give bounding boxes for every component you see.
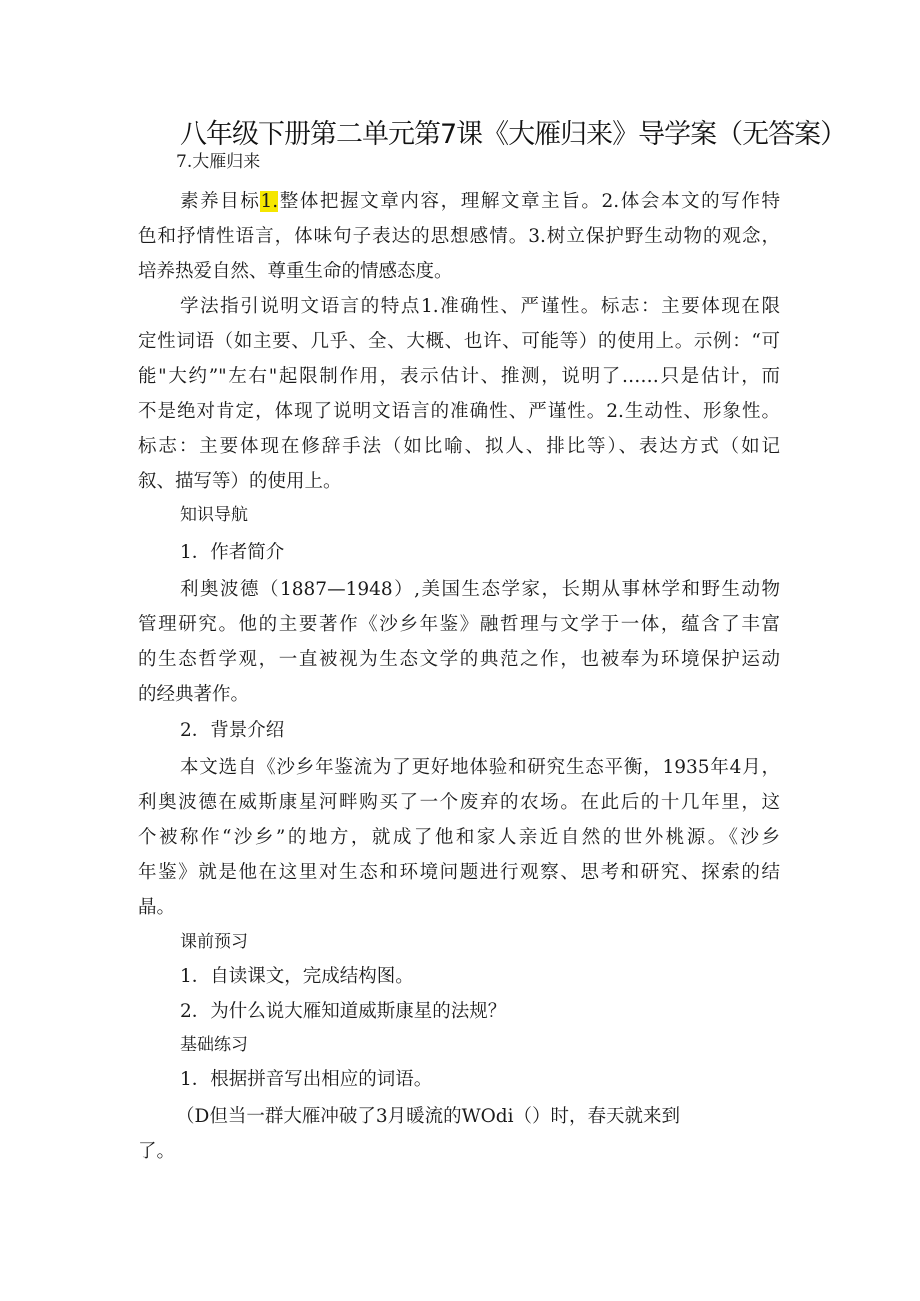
preview-question-2: 2．为什么说大雁知道威斯康星的法规？ (180, 1001, 507, 1022)
goals-line-2: 色和抒情性语言，体味句子表达的思想感情。3.树立保护野生动物的观念， (138, 226, 780, 247)
author-line-3: 的生态哲学观，一直被视为生态文学的典范之作，也被奉为环境保护运动 (138, 649, 780, 670)
background-line-5: 晶。 (138, 897, 176, 918)
practice-heading: 基础练习 (180, 1035, 248, 1055)
preview-question-1: 1．自读课文，完成结构图。 (180, 966, 414, 987)
method-line-5: 标志：主要体现在修辞手法（如比喻、拟人、排比等）、表达方式（如记 (138, 436, 780, 457)
method-line-4: 不是绝对肯定，体现了说明文语言的准确性、严谨性。2.生动性、形象性。 (138, 401, 780, 422)
background-line-1: 本文选自《沙乡年鉴流为了更好地体验和研究生态平衡，1935年4月， (180, 757, 780, 778)
method-line-2: 定性词语（如主要、几乎、全、大概、也许、可能等）的使用上。示例：“可 (138, 331, 780, 352)
background-line-4: 年鉴》就是他在这里对生态和环境问题进行观察、思考和研究、探索的结 (138, 862, 780, 883)
background-line-3: 个被称作“沙乡”的地方，就成了他和家人亲近自然的世外桃源。《沙乡 (138, 827, 780, 848)
lesson-subtitle: 7.大雁归来 (176, 152, 261, 172)
practice-item-line-1: （D但当一群大雁冲破了3月暖流的WOdi（）时，春天就来到 (176, 1106, 681, 1127)
author-line-1: 利奥波德（1887—1948）,美国生态学家，长期从事林学和野生动物 (180, 579, 780, 600)
goals-label: 素养目标 (180, 191, 261, 212)
document-title: 八年级下册第二单元第7课《大雁归来》导学案（无答案） (180, 119, 847, 150)
method-line-1: 学法指引说明文语言的特点1.准确性、严谨性。标志：主要体现在限 (180, 296, 780, 317)
author-line-2: 管理研究。他的主要著作《沙乡年鉴》融哲理与文学于一体，蕴含了丰富 (138, 614, 780, 635)
author-heading: 1．作者简介 (180, 542, 285, 563)
preview-heading: 课前预习 (180, 932, 248, 952)
practice-item-line-2: 了。 (138, 1141, 176, 1162)
goals-line-1 (180, 187, 780, 213)
knowledge-heading: 知识导航 (180, 505, 248, 525)
author-line-4: 的经典著作。 (138, 684, 250, 705)
practice-question-1: 1．根据拼音写出相应的词语。 (180, 1069, 433, 1090)
goals-line-3: 培养热爱自然、尊重生命的情感态度。 (138, 261, 453, 282)
method-line-3: 能"大约”"左右"起限制作用，表示估计、推测，说明了……只是估计，而 (138, 366, 780, 387)
background-heading: 2．背景介绍 (180, 720, 285, 741)
goals-line-1-rest: 整体把握文章内容，理解文章主旨。2.体会本文的写作特 (278, 191, 780, 212)
background-line-2: 利奥波德在威斯康星河畔购买了一个废弃的农场。在此后的十几年里，这 (138, 792, 780, 813)
method-line-6: 叙、描写等）的使用上。 (138, 471, 342, 492)
highlighted-number: 1. (260, 191, 279, 212)
